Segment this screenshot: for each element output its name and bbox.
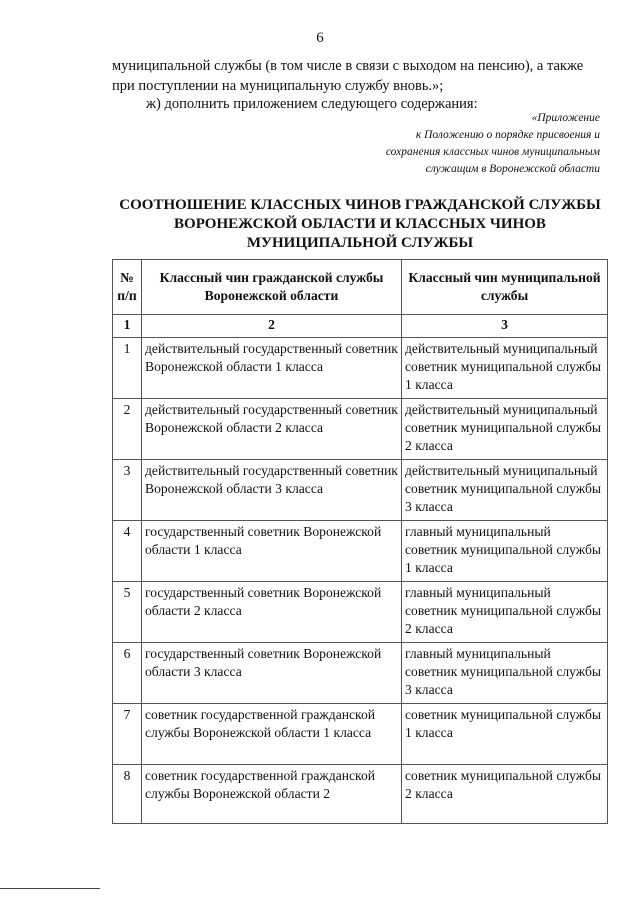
table-row xyxy=(113,582,608,643)
table-row xyxy=(113,704,608,765)
title-line-1: СООТНОШЕНИЕ КЛАССНЫХ ЧИНОВ ГРАЖДАНСКОЙ СЛУЖБЫ xyxy=(119,197,601,213)
header-number: № п/п xyxy=(113,260,142,315)
row-number: 3 xyxy=(113,460,142,521)
row-number: 4 xyxy=(113,521,142,582)
table-row xyxy=(113,460,608,521)
page-number: 6 xyxy=(316,30,324,46)
municipal-rank-cell: советник муниципальной службы 1 класса xyxy=(402,704,608,765)
table-row xyxy=(113,338,608,399)
title-line-2: ВОРОНЕЖСКОЙ ОБЛАСТИ И КЛАССНЫХ ЧИНОВ xyxy=(174,216,546,232)
document-title xyxy=(100,196,620,253)
row-number: 5 xyxy=(113,582,142,643)
row-number: 7 xyxy=(113,704,142,765)
appendix-note xyxy=(300,110,600,178)
table-row xyxy=(113,643,608,704)
civil-rank-cell: государственный советник Воронежской области 1 класса xyxy=(142,521,402,582)
header-civil-rank: Классный чин гражданской службы Воронежской области xyxy=(142,260,402,315)
civil-rank-cell: государственный советник Воронежской области 3 класса xyxy=(142,643,402,704)
appendix-line-4: служащим в Воронежской области xyxy=(425,163,600,175)
paragraph-amendment: ж) дополнить приложением следующего содержания: xyxy=(146,96,478,112)
municipal-rank-cell: главный муниципальный советник муниципальной службы 3 класса xyxy=(402,643,608,704)
civil-rank-cell: советник государственной гражданской службы Воронежской области 2 xyxy=(142,765,402,824)
row-number: 8 xyxy=(113,765,142,824)
table-row xyxy=(113,765,608,824)
appendix-line-1: «Приложение xyxy=(531,112,600,124)
column-index: 3 xyxy=(402,315,608,338)
appendix-line-3: сохранения классных чинов муниципальным xyxy=(385,146,600,158)
civil-rank-cell: советник государственной гражданской службы Воронежской области 1 класса xyxy=(142,704,402,765)
table-header-row xyxy=(113,260,608,315)
municipal-rank-cell: главный муниципальный советник муниципальной службы 1 класса xyxy=(402,521,608,582)
rank-correspondence-table xyxy=(112,259,608,824)
municipal-rank-cell: действительный муниципальный советник муниципальной службы 2 класса xyxy=(402,399,608,460)
civil-rank-cell: государственный советник Воронежской области 2 класса xyxy=(142,582,402,643)
column-index: 1 xyxy=(113,315,142,338)
municipal-rank-cell: советник муниципальной службы 2 класса xyxy=(402,765,608,824)
table-row xyxy=(113,399,608,460)
column-index-row xyxy=(113,315,608,338)
municipal-rank-cell: действительный муниципальный советник муниципальной службы 3 класса xyxy=(402,460,608,521)
appendix-line-2: к Положению о порядке присвоения и xyxy=(415,129,600,141)
civil-rank-cell: действительный государственный советник Воронежской области 1 класса xyxy=(142,338,402,399)
footnote-separator xyxy=(0,888,100,889)
title-line-3: МУНИЦИПАЛЬНОЙ СЛУЖБЫ xyxy=(246,235,474,251)
row-number: 1 xyxy=(113,338,142,399)
civil-rank-cell: действительный государственный советник Воронежской области 3 класса xyxy=(142,460,402,521)
municipal-rank-cell: действительный муниципальный советник муниципальной службы 1 класса xyxy=(402,338,608,399)
row-number: 6 xyxy=(113,643,142,704)
header-municipal-rank: Классный чин муниципальной службы xyxy=(402,260,608,315)
row-number: 2 xyxy=(113,399,142,460)
civil-rank-cell: действительный государственный советник Воронежской области 2 класса xyxy=(142,399,402,460)
paragraph-continuation: муниципальной службы (в том числе в связи с выходом на пенсию), а также при поступлении на муниципальную службу вновь.»; xyxy=(112,58,584,94)
column-index: 2 xyxy=(142,315,402,338)
municipal-rank-cell: главный муниципальный советник муниципальной службы 2 класса xyxy=(402,582,608,643)
table-row xyxy=(113,521,608,582)
